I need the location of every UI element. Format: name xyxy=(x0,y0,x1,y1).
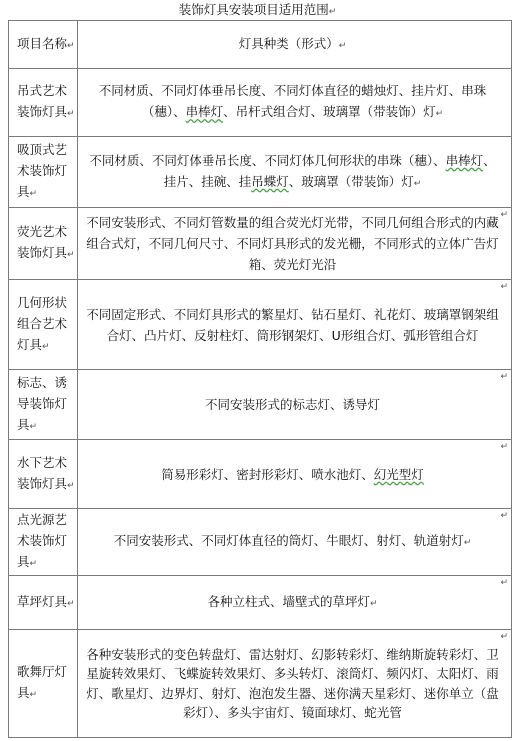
paragraph-mark-icon: ↵ xyxy=(369,598,378,609)
paragraph-mark-icon: ↵ xyxy=(500,578,508,588)
table-row xyxy=(9,630,512,738)
paragraph-mark-icon: ↵ xyxy=(500,282,508,292)
row-types: ↵ 不同安装形式、不同灯管数量的组合荧光灯光带，不同几何组合形式的内藏组合式灯，不同几何尺寸、不同灯具形式的发光栅，不同形式的立体广告灯箱、荧光灯光沿 xyxy=(78,208,512,280)
paragraph-mark-icon: ↵ xyxy=(67,250,75,260)
paragraph-mark-icon: ↵ xyxy=(29,421,38,432)
paragraph-mark-icon: ↵ xyxy=(500,511,508,521)
row-types: ↵ 不同安装形式、不同灯体直径的筒灯、牛眼灯、射灯、轨道射灯↵ xyxy=(78,509,512,576)
scope-table xyxy=(8,20,512,738)
row-name: 标志、诱导装饰灯具↵ xyxy=(9,370,78,440)
row-name: 水下艺术装饰灯具↵ xyxy=(9,440,78,509)
row-types: ↵ 不同固定形式、不同灯具形式的繁星灯、钻石星灯、礼花灯、玻璃罩钢架组合灯、凸片灯、反射柱灯、筒形钢架灯、U形组合灯、弧形管组合灯 xyxy=(78,280,512,370)
table-row xyxy=(9,280,512,370)
paragraph-mark-icon: ↵ xyxy=(67,598,75,609)
paragraph-mark-icon: ↵ xyxy=(435,109,444,119)
table-row xyxy=(9,137,512,208)
paragraph-mark-icon: ↵ xyxy=(500,372,508,382)
spell-check-underline: 吊蝶灯 xyxy=(251,173,289,189)
spell-check-underline: 串棒灯 xyxy=(185,104,224,119)
row-name: 歌舞厅灯具↵ xyxy=(9,630,78,738)
row-types: 不同材质、不同灯体垂吊长度、不同灯体直径的蜡烛灯、挂片灯、串珠（穗）、串棒灯、吊杆式组合灯、玻璃罩（带装饰）灯↵ xyxy=(78,69,512,137)
table-row xyxy=(9,208,512,280)
paragraph-mark-icon: ↵ xyxy=(328,7,337,17)
paragraph-mark-icon: ↵ xyxy=(29,189,38,199)
paragraph-mark-icon: ↵ xyxy=(463,538,472,548)
table-row xyxy=(9,576,512,630)
table-title: 装饰灯具安装项目适用范围↵ xyxy=(178,2,337,17)
row-name: 几何形状组合艺术灯具↵ xyxy=(9,280,78,370)
table-row xyxy=(9,509,512,576)
row-name: 吸顶式艺术装饰灯具↵ xyxy=(9,137,78,208)
paragraph-mark-icon: ↵ xyxy=(500,210,508,220)
paragraph-mark-icon: ↵ xyxy=(29,690,38,700)
header-project-name: 项目名称↵ xyxy=(9,21,78,69)
paragraph-mark-icon: ↵ xyxy=(29,559,38,569)
row-types: ↵ 各种立柱式、墙壁式的草坪灯↵ xyxy=(78,576,512,630)
paragraph-mark-icon: ↵ xyxy=(338,40,347,51)
paragraph-mark-icon: ↵ xyxy=(500,442,508,452)
paragraph-mark-icon: ↵ xyxy=(500,632,508,642)
table-row xyxy=(9,440,512,509)
spell-check-underline: 幻光型灯 xyxy=(373,466,424,482)
row-types: ↵ 各种安装形式的变色转盘灯、雷达射灯、幻影转彩灯、维纳斯旋转彩灯、卫星旋转效果灯、飞蝶旋转效果灯、多头转灯、滚筒灯、频闪灯、太阳灯、雨灯、歌星灯、边界灯、射灯、泡泡发生器、迷你满天星彩灯、迷你单立（盘彩灯）、多头宇宙灯、镜面球灯、蛇光管 xyxy=(78,630,512,738)
table-row xyxy=(9,69,512,137)
paragraph-mark-icon: ↵ xyxy=(67,40,75,51)
table-header-row xyxy=(9,21,512,69)
row-types: 不同材质、不同灯体垂吊长度、不同灯体几何形状的串珠（穗）、串棒灯、挂片、挂碗、挂吊蝶灯、玻璃罩（带装饰）灯↵ xyxy=(78,137,512,208)
paragraph-mark-icon: ↵ xyxy=(67,480,75,491)
spell-check-underline: 串棒灯 xyxy=(445,152,484,168)
paragraph-mark-icon: ↵ xyxy=(67,109,75,119)
row-name: 吊式艺术装饰灯具↵ xyxy=(9,69,78,137)
row-name: 荧光艺术装饰灯具↵ xyxy=(9,208,78,280)
row-types: ↵ 简易形彩灯、密封形彩灯、喷水池灯、幻光型灯 xyxy=(78,440,512,509)
header-lamp-types: 灯具种类（形式）↵ xyxy=(78,21,512,69)
row-name: 点光源艺术装饰灯具↵ xyxy=(9,509,78,576)
row-name: 草坪灯具↵ xyxy=(9,576,78,630)
row-types: ↵ 不同安装形式的标志灯、诱导灯 xyxy=(78,370,512,440)
paragraph-mark-icon: ↵ xyxy=(413,178,422,189)
paragraph-mark-icon: ↵ xyxy=(42,341,50,352)
table-row xyxy=(9,370,512,440)
